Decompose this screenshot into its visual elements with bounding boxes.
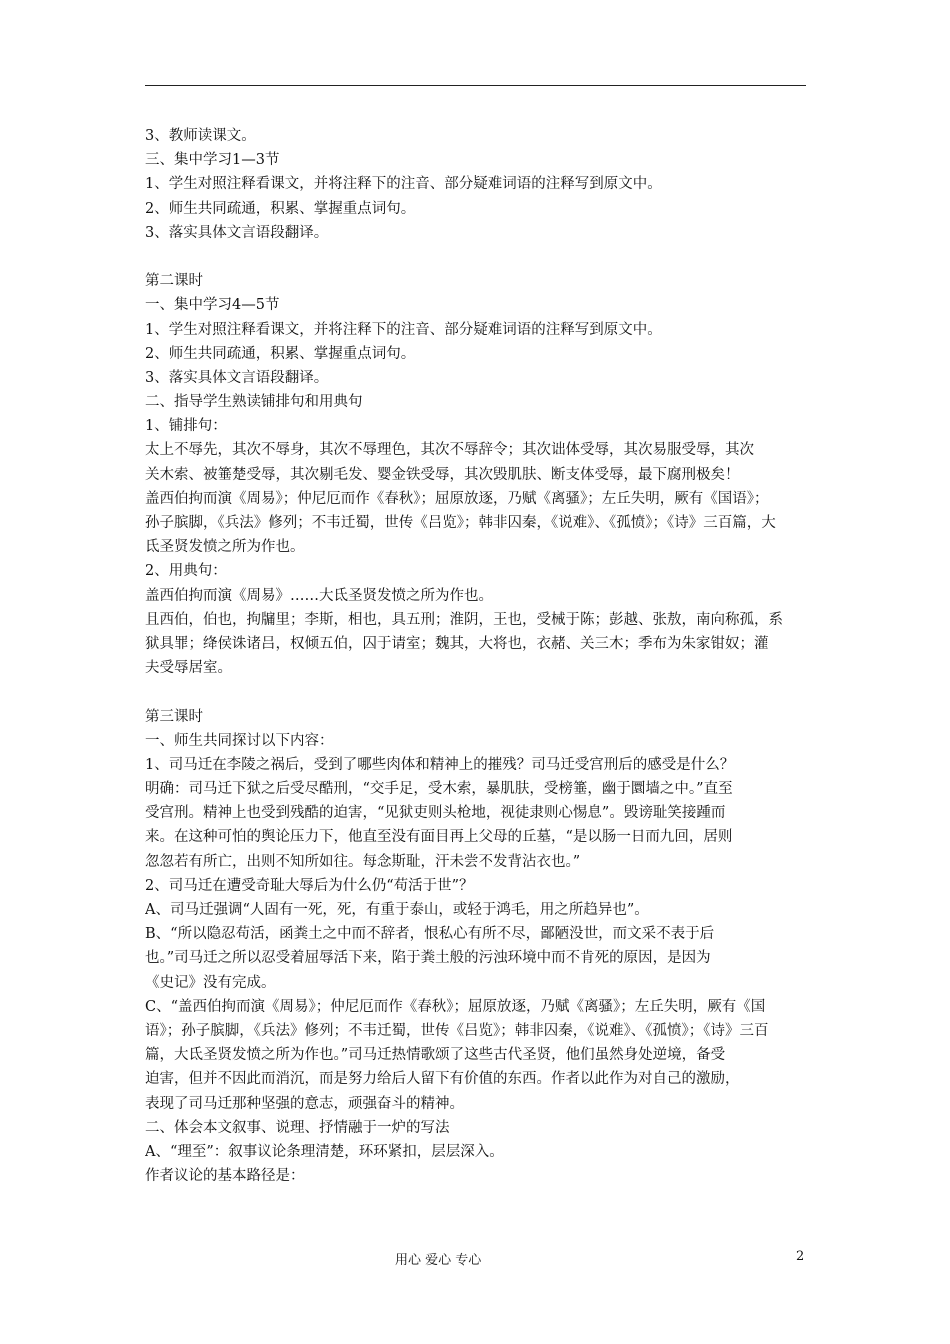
text-line: 二、体会本文叙事、说理、抒情融于一炉的写法 (145, 1119, 450, 1136)
text-line: 三、集中学习1—3节 (145, 152, 280, 169)
text-line: 3、落实具体文言语段翻译。 (145, 369, 329, 386)
text-line: 表现了司马迁那种坚强的意志，顽强奋斗的精神。 (145, 1095, 464, 1112)
text-line: 迫害，但并不因此而消沉，而是努力给后人留下有价值的东西。作者以此作为对自己的激励， (145, 1071, 740, 1088)
text-line: 3、落实具体文言语段翻译。 (145, 224, 329, 241)
text-line: A、“理至”：叙事议论条理清楚，环环紧扣，层层深入。 (145, 1143, 504, 1160)
text-line: 1、司马迁在李陵之祸后，受到了哪些肉体和精神上的摧残？司马迁受宫刑后的感受是什么？ (145, 756, 735, 773)
text-line: 1、学生对照注释看课文，并将注释下的注音、部分疑难词语的注释写到原文中。 (145, 176, 662, 193)
text-line: 一、集中学习4—5节 (145, 297, 280, 314)
blank-line (145, 680, 813, 704)
text-line: 篇，大氐圣贤发愤之所为作也。”司马迁热情歌颂了这些古代圣贤，他们虽然身处逆境，备受 (145, 1047, 726, 1064)
text-line: 氐圣贤发愤之所为作也。 (145, 539, 305, 556)
text-line: 3、教师读课文。 (145, 128, 256, 144)
text-line: 二、指导学生熟读铺排句和用典句 (145, 394, 363, 411)
footer-text: 用心 爱心 专心 (395, 1253, 482, 1268)
text-line: 盖西伯拘而演《周易》……大氐圣贤发愤之所为作也。 (145, 587, 493, 604)
text-line: 狱具罪；绛侯诛诸吕，权倾五伯，囚于请室；魏其，大将也，衣赭、关三木；季布为朱家钳奴；灌 (145, 635, 769, 652)
text-line: C、“盖西伯拘而演《周易》；仲尼厄而作《春秋》；屈原放逐，乃赋《离骚》；左丘失明，厥有《国 (145, 998, 766, 1015)
text-line: 也。”司马迁之所以忍受着屈辱活下来，陷于粪土般的污浊环境中而不肯死的原因，是因为 (145, 950, 711, 967)
text-line: 2、司马迁在遭受奇耻大辱后为什么仍“苟活于世”？ (145, 877, 474, 894)
text-line: 且西伯，伯也，拘牖里；李斯，相也，具五刑；淮阴，王也，受械于陈；彭越、张敖，南向称孤，系 (145, 611, 783, 628)
text-line: 2、师生共同疏通，积累、掌握重点词句。 (145, 345, 416, 362)
text-line: 第三课时 (145, 708, 203, 725)
text-line: 一、师生共同探讨以下内容： (145, 732, 334, 749)
text-line: 1、学生对照注释看课文，并将注释下的注音、部分疑难词语的注释写到原文中。 (145, 321, 662, 338)
text-line: 关木索、被箠楚受辱，其次剔毛发、婴金铁受辱，其次毁肌肤、断支体受辱，最下腐刑极矣！ (145, 466, 740, 483)
text-line: B、“所以隐忍苟活，函粪土之中而不辞者，恨私心有所不尽，鄙陋没世，而文采不表于后 (145, 926, 715, 943)
text-line: 来。在这种可怕的舆论压力下，他直至没有面目再上父母的丘墓，“是以肠一日而九回，居则 (145, 829, 733, 846)
text-line: 2、师生共同疏通，积累、掌握重点词句。 (145, 200, 416, 217)
body-text (145, 124, 813, 1188)
text-line: 夫受辱居室。 (145, 660, 232, 677)
text-line: 受宫刑。精神上也受到残酷的迫害，“见狱吏则头枪地，视徒隶则心惕息”。毁谤耻笑接踵而 (145, 805, 726, 822)
page-number: 2 (796, 1249, 805, 1264)
text-line: 盖西伯拘而演《周易》；仲尼厄而作《春秋》；屈原放逐，乃赋《离骚》；左丘失明，厥有《国语》； (145, 490, 769, 507)
text-line: 忽忽若有所亡，出则不知所如往。每念斯耻，汗未尝不发背沾衣也。” (145, 853, 581, 870)
text-line: 明确：司马迁下狱之后受尽酷刑，“交手足，受木索，暴肌肤，受榜箠，幽于圜墙之中。”直至 (145, 781, 733, 798)
header-rule (145, 85, 806, 86)
text-line: 太上不辱先，其次不辱身，其次不辱理色，其次不辱辞令；其次诎体受辱，其次易服受辱，其次 (145, 442, 754, 459)
text-line: 语》；孙子膑脚，《兵法》修列；不韦迁蜀，世传《吕览》；韩非囚秦，《说难》、《孤愤》；《诗》三百 (145, 1022, 769, 1039)
text-line: 孙子膑脚，《兵法》修列；不韦迁蜀，世传《吕览》；韩非囚秦，《说难》、《孤愤》；《诗》三百篇，大 (145, 515, 776, 531)
blank-line (145, 245, 813, 269)
text-line: 第二课时 (145, 273, 203, 290)
text-line: 作者议论的基本路径是： (145, 1168, 305, 1185)
text-line: 2、用典句： (145, 563, 227, 580)
text-line: A、司马迁强调“人固有一死，死，有重于泰山，或轻于鸿毛，用之所趋异也”。 (145, 902, 649, 918)
text-line: 《史记》没有完成。 (145, 974, 276, 991)
text-line: 1、铺排句： (145, 418, 227, 435)
